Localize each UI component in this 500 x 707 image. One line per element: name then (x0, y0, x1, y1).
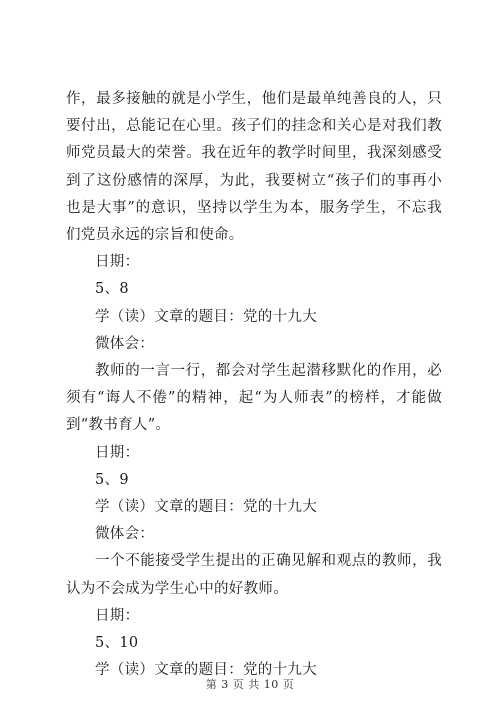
entry-number: 5、10 (95, 634, 139, 651)
page-footer: 第 3 页 共 10 页 (205, 678, 295, 691)
date-label: 日期： (95, 607, 140, 624)
document-body (66, 86, 442, 684)
reflection-label: 微体会： (95, 526, 155, 543)
reflection-label: 微体会： (95, 335, 155, 352)
entry-5-9 (66, 440, 442, 603)
entry-5-10 (66, 603, 442, 685)
date-label: 日期： (95, 254, 140, 271)
entry-5-8 (66, 249, 442, 439)
article-title-line: 学（读）文章的题目：党的十九大 (95, 308, 317, 325)
reflection-text: 一个不能接受学生提出的正确见解和观点的教师，我认为不会成为学生心中的好教师。 (66, 553, 442, 597)
entry-number: 5、9 (95, 471, 129, 488)
date-label: 日期： (95, 444, 140, 461)
article-title-line: 学（读）文章的题目：党的十九大 (95, 662, 317, 679)
paragraph-continuation: 作，最多接触的就是小学生，他们是最单纯善良的人，只要付出，总能记在心里。孩子们的挂念和关心是对我们教师党员最大的荣誉。我在近年的教学时间里，我深刻感受到了这份感情的深厚，为此，我要树立“孩子们的事再小也是大事”的意识，坚持以学生为本，服务学生，不忘我们党员永远的宗旨和使命。 (66, 91, 442, 244)
entry-number: 5、8 (95, 281, 129, 298)
reflection-text: 教师的一言一行，都会对学生起潜移默化的作用，必须有“诲人不倦”的精神，起“为人师表”的榜样，才能做到“教书育人”。 (66, 362, 442, 434)
article-title-line: 学（读）文章的题目：党的十九大 (95, 498, 317, 515)
